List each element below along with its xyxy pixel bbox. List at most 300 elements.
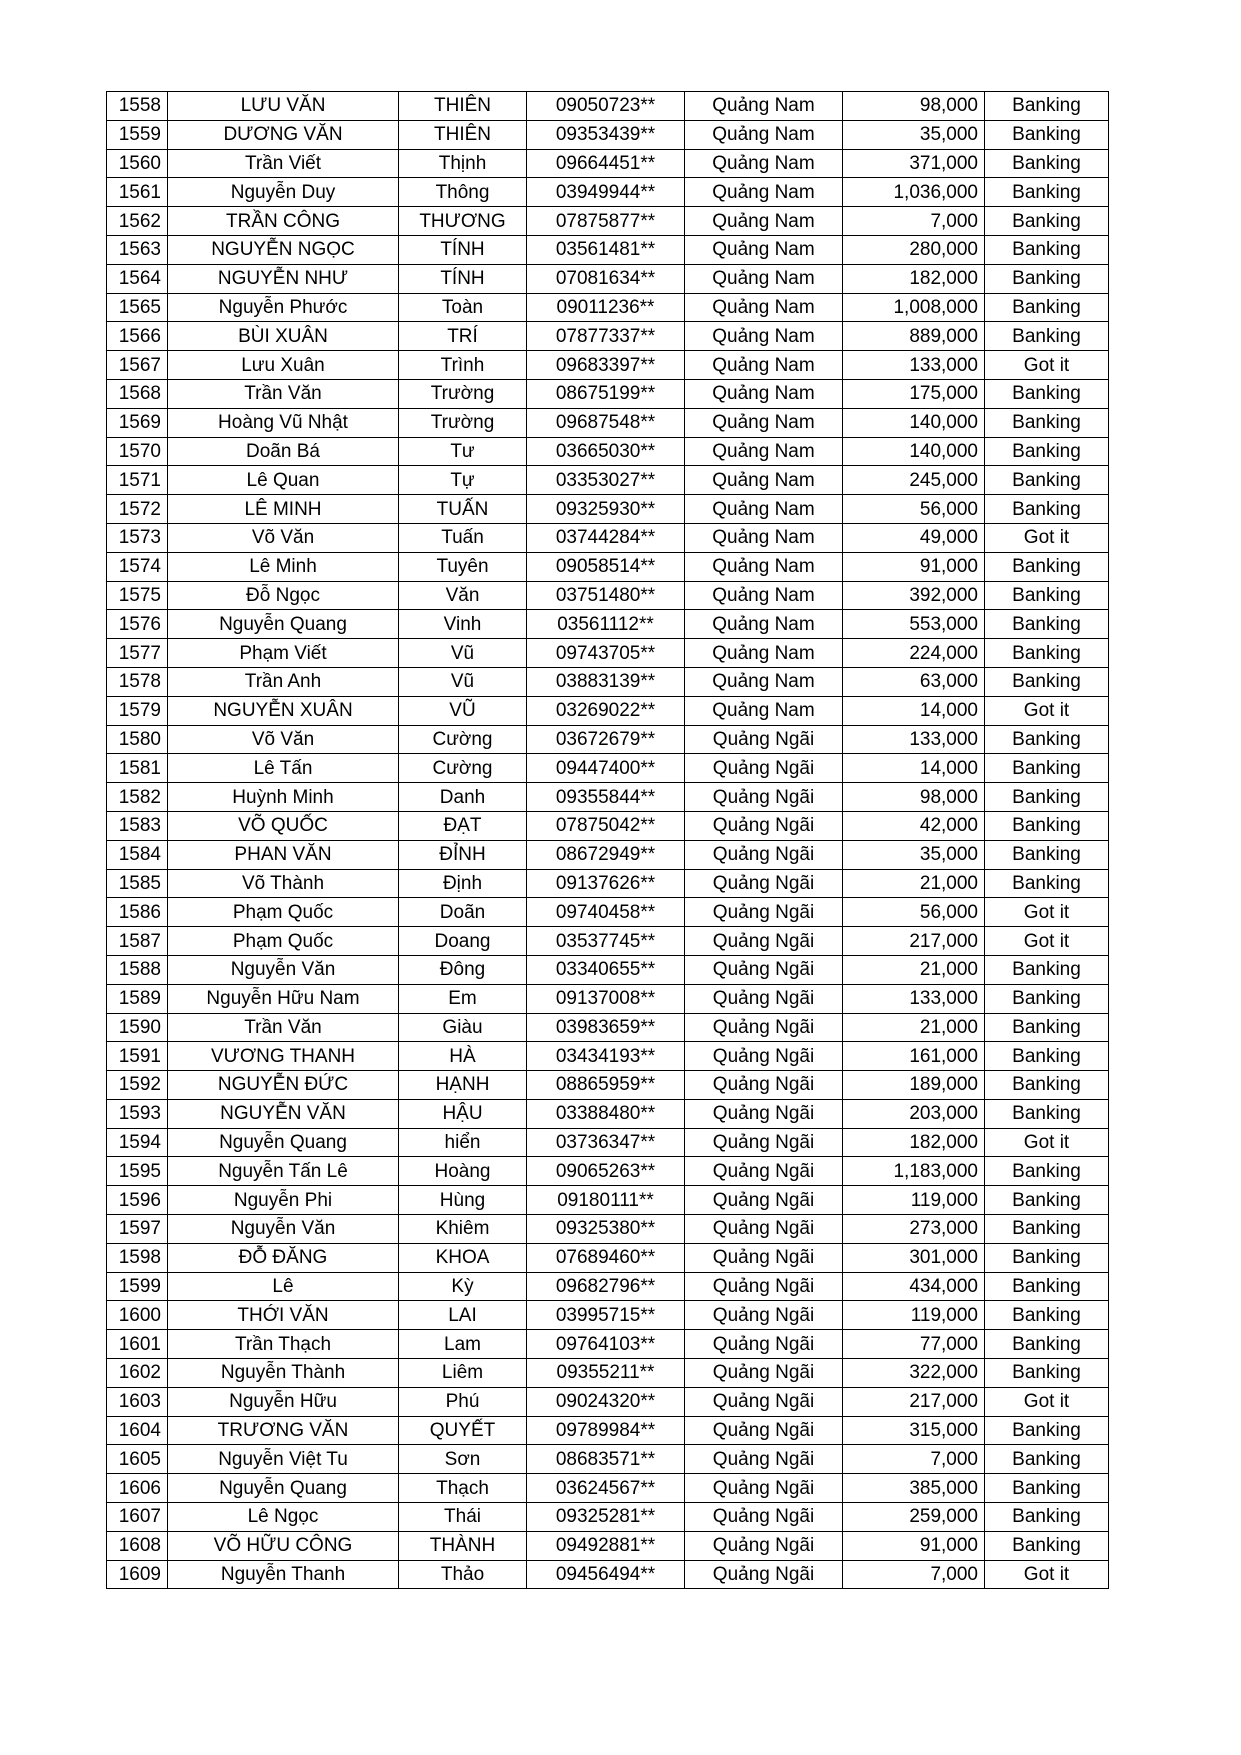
table-row: [107, 1503, 1109, 1532]
province-cell: Quảng Nam: [685, 552, 843, 581]
table-row: [107, 1157, 1109, 1186]
first-name-cell: THIÊN: [399, 120, 527, 149]
given-middle-name-cell: ĐỖ ĐĂNG: [168, 1243, 399, 1272]
phone-number-cell: 09353439**: [527, 120, 685, 149]
given-middle-name-cell: NGUYỄN XUÂN: [168, 696, 399, 725]
amount-cell: 21,000: [843, 955, 985, 984]
amount-cell: 259,000: [843, 1503, 985, 1532]
row-number-cell: 1601: [107, 1330, 168, 1359]
row-number-cell: 1572: [107, 495, 168, 524]
province-cell: Quảng Ngãi: [685, 1071, 843, 1100]
table-row: [107, 1099, 1109, 1128]
payment-method-cell: Banking: [985, 869, 1109, 898]
phone-number-cell: 09687548**: [527, 408, 685, 437]
given-middle-name-cell: THỚI VĂN: [168, 1301, 399, 1330]
row-number-cell: 1599: [107, 1272, 168, 1301]
row-number-cell: 1581: [107, 754, 168, 783]
province-cell: Quảng Ngãi: [685, 1013, 843, 1042]
payment-method-cell: Got it: [985, 351, 1109, 380]
recipient-table: [106, 91, 1109, 1589]
row-number-cell: 1580: [107, 725, 168, 754]
phone-number-cell: 07875877**: [527, 207, 685, 236]
given-middle-name-cell: Nguyễn Văn: [168, 955, 399, 984]
row-number-cell: 1573: [107, 523, 168, 552]
row-number-cell: 1602: [107, 1359, 168, 1388]
table-row: [107, 1359, 1109, 1388]
row-number-cell: 1586: [107, 898, 168, 927]
given-middle-name-cell: Võ Thành: [168, 869, 399, 898]
province-cell: Quảng Ngãi: [685, 725, 843, 754]
row-number-cell: 1596: [107, 1186, 168, 1215]
table-row: [107, 840, 1109, 869]
first-name-cell: HẠNH: [399, 1071, 527, 1100]
first-name-cell: THÀNH: [399, 1531, 527, 1560]
row-number-cell: 1563: [107, 235, 168, 264]
payment-method-cell: Banking: [985, 840, 1109, 869]
table-row: [107, 437, 1109, 466]
province-cell: Quảng Ngãi: [685, 1474, 843, 1503]
given-middle-name-cell: Nguyễn Thanh: [168, 1560, 399, 1589]
phone-number-cell: 03340655**: [527, 955, 685, 984]
first-name-cell: Em: [399, 984, 527, 1013]
amount-cell: 133,000: [843, 351, 985, 380]
phone-number-cell: 03561481**: [527, 235, 685, 264]
row-number-cell: 1584: [107, 840, 168, 869]
first-name-cell: Giàu: [399, 1013, 527, 1042]
row-number-cell: 1607: [107, 1503, 168, 1532]
first-name-cell: Lam: [399, 1330, 527, 1359]
amount-cell: 7,000: [843, 207, 985, 236]
given-middle-name-cell: NGUYỄN NGỌC: [168, 235, 399, 264]
province-cell: Quảng Nam: [685, 92, 843, 121]
province-cell: Quảng Ngãi: [685, 811, 843, 840]
phone-number-cell: 09050723**: [527, 92, 685, 121]
given-middle-name-cell: BÙI XUÂN: [168, 322, 399, 351]
row-number-cell: 1579: [107, 696, 168, 725]
given-middle-name-cell: Lê: [168, 1272, 399, 1301]
first-name-cell: QUYẾT: [399, 1416, 527, 1445]
amount-cell: 161,000: [843, 1042, 985, 1071]
first-name-cell: Trường: [399, 408, 527, 437]
payment-method-cell: Got it: [985, 898, 1109, 927]
given-middle-name-cell: Nguyễn Hữu: [168, 1387, 399, 1416]
phone-number-cell: 09740458**: [527, 898, 685, 927]
province-cell: Quảng Ngãi: [685, 1503, 843, 1532]
amount-cell: 224,000: [843, 639, 985, 668]
payment-method-cell: Banking: [985, 1186, 1109, 1215]
phone-number-cell: 09137626**: [527, 869, 685, 898]
amount-cell: 49,000: [843, 523, 985, 552]
payment-method-cell: Banking: [985, 1445, 1109, 1474]
first-name-cell: HÀ: [399, 1042, 527, 1071]
given-middle-name-cell: Trần Thạch: [168, 1330, 399, 1359]
given-middle-name-cell: Nguyễn Tấn Lê: [168, 1157, 399, 1186]
given-middle-name-cell: VÕ HỮU CÔNG: [168, 1531, 399, 1560]
phone-number-cell: 09355211**: [527, 1359, 685, 1388]
province-cell: Quảng Ngãi: [685, 898, 843, 927]
given-middle-name-cell: Lưu Xuân: [168, 351, 399, 380]
province-cell: Quảng Ngãi: [685, 927, 843, 956]
row-number-cell: 1574: [107, 552, 168, 581]
first-name-cell: Đông: [399, 955, 527, 984]
payment-method-cell: Banking: [985, 178, 1109, 207]
province-cell: Quảng Ngãi: [685, 1301, 843, 1330]
first-name-cell: Sơn: [399, 1445, 527, 1474]
table-row: [107, 1330, 1109, 1359]
table-row: [107, 581, 1109, 610]
phone-number-cell: 07081634**: [527, 264, 685, 293]
table-row: [107, 120, 1109, 149]
amount-cell: 42,000: [843, 811, 985, 840]
province-cell: Quảng Nam: [685, 523, 843, 552]
given-middle-name-cell: Nguyễn Quang: [168, 1474, 399, 1503]
given-middle-name-cell: Phạm Quốc: [168, 898, 399, 927]
first-name-cell: Trình: [399, 351, 527, 380]
phone-number-cell: 09325380**: [527, 1215, 685, 1244]
given-middle-name-cell: Nguyễn Việt Tu: [168, 1445, 399, 1474]
first-name-cell: Liêm: [399, 1359, 527, 1388]
first-name-cell: Tuyên: [399, 552, 527, 581]
province-cell: Quảng Nam: [685, 235, 843, 264]
amount-cell: 21,000: [843, 1013, 985, 1042]
given-middle-name-cell: PHAN VĂN: [168, 840, 399, 869]
province-cell: Quảng Nam: [685, 696, 843, 725]
phone-number-cell: 03537745**: [527, 927, 685, 956]
table-row: [107, 149, 1109, 178]
province-cell: Quảng Nam: [685, 351, 843, 380]
payment-method-cell: Banking: [985, 754, 1109, 783]
payment-method-cell: Banking: [985, 610, 1109, 639]
phone-number-cell: 03269022**: [527, 696, 685, 725]
payment-method-cell: Banking: [985, 322, 1109, 351]
province-cell: Quảng Nam: [685, 610, 843, 639]
table-row: [107, 1387, 1109, 1416]
given-middle-name-cell: Nguyễn Quang: [168, 1128, 399, 1157]
table-row: [107, 696, 1109, 725]
first-name-cell: LAI: [399, 1301, 527, 1330]
payment-method-cell: Banking: [985, 1416, 1109, 1445]
row-number-cell: 1594: [107, 1128, 168, 1157]
payment-method-cell: Banking: [985, 552, 1109, 581]
payment-method-cell: Banking: [985, 466, 1109, 495]
first-name-cell: ĐẠT: [399, 811, 527, 840]
first-name-cell: Danh: [399, 783, 527, 812]
amount-cell: 140,000: [843, 408, 985, 437]
phone-number-cell: 03561112**: [527, 610, 685, 639]
table-row: [107, 1128, 1109, 1157]
table-row: [107, 811, 1109, 840]
row-number-cell: 1567: [107, 351, 168, 380]
amount-cell: 1,036,000: [843, 178, 985, 207]
province-cell: Quảng Nam: [685, 437, 843, 466]
province-cell: Quảng Nam: [685, 495, 843, 524]
phone-number-cell: 09664451**: [527, 149, 685, 178]
amount-cell: 392,000: [843, 581, 985, 610]
amount-cell: 385,000: [843, 1474, 985, 1503]
first-name-cell: ĐỈNH: [399, 840, 527, 869]
phone-number-cell: 07689460**: [527, 1243, 685, 1272]
table-row: [107, 1416, 1109, 1445]
first-name-cell: HẬU: [399, 1099, 527, 1128]
row-number-cell: 1604: [107, 1416, 168, 1445]
phone-number-cell: 09058514**: [527, 552, 685, 581]
table-row: [107, 1243, 1109, 1272]
row-number-cell: 1609: [107, 1560, 168, 1589]
payment-method-cell: Banking: [985, 207, 1109, 236]
phone-number-cell: 09743705**: [527, 639, 685, 668]
amount-cell: 217,000: [843, 1387, 985, 1416]
payment-method-cell: Banking: [985, 667, 1109, 696]
province-cell: Quảng Nam: [685, 293, 843, 322]
payment-method-cell: Banking: [985, 639, 1109, 668]
first-name-cell: Thịnh: [399, 149, 527, 178]
given-middle-name-cell: Nguyễn Quang: [168, 610, 399, 639]
province-cell: Quảng Ngãi: [685, 754, 843, 783]
payment-method-cell: Banking: [985, 1474, 1109, 1503]
amount-cell: 14,000: [843, 754, 985, 783]
province-cell: Quảng Ngãi: [685, 1330, 843, 1359]
payment-method-cell: Banking: [985, 1359, 1109, 1388]
given-middle-name-cell: LƯU VĂN: [168, 92, 399, 121]
phone-number-cell: 09456494**: [527, 1560, 685, 1589]
table-row: [107, 379, 1109, 408]
table-row: [107, 1560, 1109, 1589]
table-row: [107, 1474, 1109, 1503]
table-row: [107, 408, 1109, 437]
first-name-cell: Văn: [399, 581, 527, 610]
amount-cell: 301,000: [843, 1243, 985, 1272]
table-row: [107, 754, 1109, 783]
table-row: [107, 783, 1109, 812]
table-row: [107, 927, 1109, 956]
province-cell: Quảng Ngãi: [685, 1445, 843, 1474]
phone-number-cell: 03353027**: [527, 466, 685, 495]
phone-number-cell: 09492881**: [527, 1531, 685, 1560]
phone-number-cell: 03434193**: [527, 1042, 685, 1071]
payment-method-cell: Banking: [985, 1301, 1109, 1330]
amount-cell: 35,000: [843, 120, 985, 149]
row-number-cell: 1595: [107, 1157, 168, 1186]
table-row: [107, 1445, 1109, 1474]
row-number-cell: 1592: [107, 1071, 168, 1100]
given-middle-name-cell: TRƯƠNG VĂN: [168, 1416, 399, 1445]
amount-cell: 7,000: [843, 1445, 985, 1474]
first-name-cell: Tự: [399, 466, 527, 495]
row-number-cell: 1564: [107, 264, 168, 293]
first-name-cell: Vũ: [399, 667, 527, 696]
given-middle-name-cell: Nguyễn Duy: [168, 178, 399, 207]
phone-number-cell: 03949944**: [527, 178, 685, 207]
table-row: [107, 1301, 1109, 1330]
payment-method-cell: Banking: [985, 1013, 1109, 1042]
amount-cell: 322,000: [843, 1359, 985, 1388]
first-name-cell: Toàn: [399, 293, 527, 322]
payment-method-cell: Banking: [985, 984, 1109, 1013]
amount-cell: 133,000: [843, 984, 985, 1013]
table-row: [107, 351, 1109, 380]
phone-number-cell: 03388480**: [527, 1099, 685, 1128]
table-row: [107, 1215, 1109, 1244]
phone-number-cell: 09682796**: [527, 1272, 685, 1301]
table-row: [107, 495, 1109, 524]
first-name-cell: Định: [399, 869, 527, 898]
given-middle-name-cell: Võ Văn: [168, 523, 399, 552]
first-name-cell: Tư: [399, 437, 527, 466]
table-row: [107, 898, 1109, 927]
province-cell: Quảng Ngãi: [685, 1099, 843, 1128]
payment-method-cell: Banking: [985, 437, 1109, 466]
province-cell: Quảng Nam: [685, 408, 843, 437]
row-number-cell: 1591: [107, 1042, 168, 1071]
first-name-cell: Thạch: [399, 1474, 527, 1503]
row-number-cell: 1606: [107, 1474, 168, 1503]
phone-number-cell: 03751480**: [527, 581, 685, 610]
amount-cell: 273,000: [843, 1215, 985, 1244]
given-middle-name-cell: Nguyễn Thành: [168, 1359, 399, 1388]
payment-method-cell: Banking: [985, 92, 1109, 121]
province-cell: Quảng Nam: [685, 207, 843, 236]
row-number-cell: 1600: [107, 1301, 168, 1330]
amount-cell: 14,000: [843, 696, 985, 725]
amount-cell: 175,000: [843, 379, 985, 408]
given-middle-name-cell: Phạm Viết: [168, 639, 399, 668]
phone-number-cell: 09180111**: [527, 1186, 685, 1215]
province-cell: Quảng Ngãi: [685, 1359, 843, 1388]
phone-number-cell: 09447400**: [527, 754, 685, 783]
row-number-cell: 1605: [107, 1445, 168, 1474]
row-number-cell: 1583: [107, 811, 168, 840]
amount-cell: 91,000: [843, 1531, 985, 1560]
payment-method-cell: Got it: [985, 927, 1109, 956]
table-row: [107, 293, 1109, 322]
amount-cell: 182,000: [843, 264, 985, 293]
row-number-cell: 1577: [107, 639, 168, 668]
province-cell: Quảng Ngãi: [685, 1042, 843, 1071]
province-cell: Quảng Ngãi: [685, 1560, 843, 1589]
given-middle-name-cell: Trần Văn: [168, 379, 399, 408]
first-name-cell: Doãn: [399, 898, 527, 927]
amount-cell: 91,000: [843, 552, 985, 581]
phone-number-cell: 08675199**: [527, 379, 685, 408]
phone-number-cell: 08672949**: [527, 840, 685, 869]
province-cell: Quảng Nam: [685, 120, 843, 149]
row-number-cell: 1585: [107, 869, 168, 898]
first-name-cell: VŨ: [399, 696, 527, 725]
phone-number-cell: 08683571**: [527, 1445, 685, 1474]
payment-method-cell: Banking: [985, 1503, 1109, 1532]
first-name-cell: TUẤN: [399, 495, 527, 524]
amount-cell: 434,000: [843, 1272, 985, 1301]
payment-method-cell: Got it: [985, 1387, 1109, 1416]
phone-number-cell: 09011236**: [527, 293, 685, 322]
amount-cell: 77,000: [843, 1330, 985, 1359]
first-name-cell: THIÊN: [399, 92, 527, 121]
first-name-cell: Thảo: [399, 1560, 527, 1589]
given-middle-name-cell: Trần Văn: [168, 1013, 399, 1042]
row-number-cell: 1571: [107, 466, 168, 495]
payment-method-cell: Banking: [985, 1042, 1109, 1071]
given-middle-name-cell: Nguyễn Văn: [168, 1215, 399, 1244]
payment-method-cell: Banking: [985, 379, 1109, 408]
first-name-cell: Tuấn: [399, 523, 527, 552]
phone-number-cell: 03624567**: [527, 1474, 685, 1503]
table-row: [107, 466, 1109, 495]
first-name-cell: Kỳ: [399, 1272, 527, 1301]
amount-cell: 203,000: [843, 1099, 985, 1128]
phone-number-cell: 09065263**: [527, 1157, 685, 1186]
table-row: [107, 264, 1109, 293]
province-cell: Quảng Ngãi: [685, 869, 843, 898]
table-row: [107, 1531, 1109, 1560]
phone-number-cell: 03883139**: [527, 667, 685, 696]
row-number-cell: 1569: [107, 408, 168, 437]
payment-method-cell: Banking: [985, 581, 1109, 610]
first-name-cell: Hùng: [399, 1186, 527, 1215]
row-number-cell: 1566: [107, 322, 168, 351]
table-row: [107, 178, 1109, 207]
phone-number-cell: 03672679**: [527, 725, 685, 754]
first-name-cell: Trường: [399, 379, 527, 408]
given-middle-name-cell: VÕ QUỐC: [168, 811, 399, 840]
province-cell: Quảng Nam: [685, 639, 843, 668]
table-row: [107, 552, 1109, 581]
amount-cell: 182,000: [843, 1128, 985, 1157]
province-cell: Quảng Nam: [685, 581, 843, 610]
phone-number-cell: 09325281**: [527, 1503, 685, 1532]
first-name-cell: Thái: [399, 1503, 527, 1532]
table-row: [107, 869, 1109, 898]
payment-method-cell: Banking: [985, 1099, 1109, 1128]
given-middle-name-cell: Nguyễn Phước: [168, 293, 399, 322]
province-cell: Quảng Ngãi: [685, 1416, 843, 1445]
province-cell: Quảng Ngãi: [685, 1215, 843, 1244]
table-row: [107, 1071, 1109, 1100]
amount-cell: 1,183,000: [843, 1157, 985, 1186]
given-middle-name-cell: Đỗ Ngọc: [168, 581, 399, 610]
table-body: [107, 92, 1109, 1589]
table-row: [107, 639, 1109, 668]
payment-method-cell: Banking: [985, 1243, 1109, 1272]
given-middle-name-cell: NGUYỄN NHƯ: [168, 264, 399, 293]
row-number-cell: 1560: [107, 149, 168, 178]
row-number-cell: 1588: [107, 955, 168, 984]
row-number-cell: 1576: [107, 610, 168, 639]
province-cell: Quảng Nam: [685, 149, 843, 178]
phone-number-cell: 03744284**: [527, 523, 685, 552]
row-number-cell: 1559: [107, 120, 168, 149]
payment-method-cell: Banking: [985, 1157, 1109, 1186]
given-middle-name-cell: Lê Minh: [168, 552, 399, 581]
row-number-cell: 1565: [107, 293, 168, 322]
table-row: [107, 1186, 1109, 1215]
amount-cell: 119,000: [843, 1186, 985, 1215]
row-number-cell: 1562: [107, 207, 168, 236]
row-number-cell: 1570: [107, 437, 168, 466]
given-middle-name-cell: NGUYỄN VĂN: [168, 1099, 399, 1128]
given-middle-name-cell: DƯƠNG VĂN: [168, 120, 399, 149]
given-middle-name-cell: Nguyễn Phi: [168, 1186, 399, 1215]
payment-method-cell: Got it: [985, 1128, 1109, 1157]
phone-number-cell: 03983659**: [527, 1013, 685, 1042]
amount-cell: 280,000: [843, 235, 985, 264]
first-name-cell: Doang: [399, 927, 527, 956]
amount-cell: 63,000: [843, 667, 985, 696]
row-number-cell: 1603: [107, 1387, 168, 1416]
row-number-cell: 1590: [107, 1013, 168, 1042]
phone-number-cell: 09764103**: [527, 1330, 685, 1359]
first-name-cell: TÍNH: [399, 235, 527, 264]
first-name-cell: hiển: [399, 1128, 527, 1157]
